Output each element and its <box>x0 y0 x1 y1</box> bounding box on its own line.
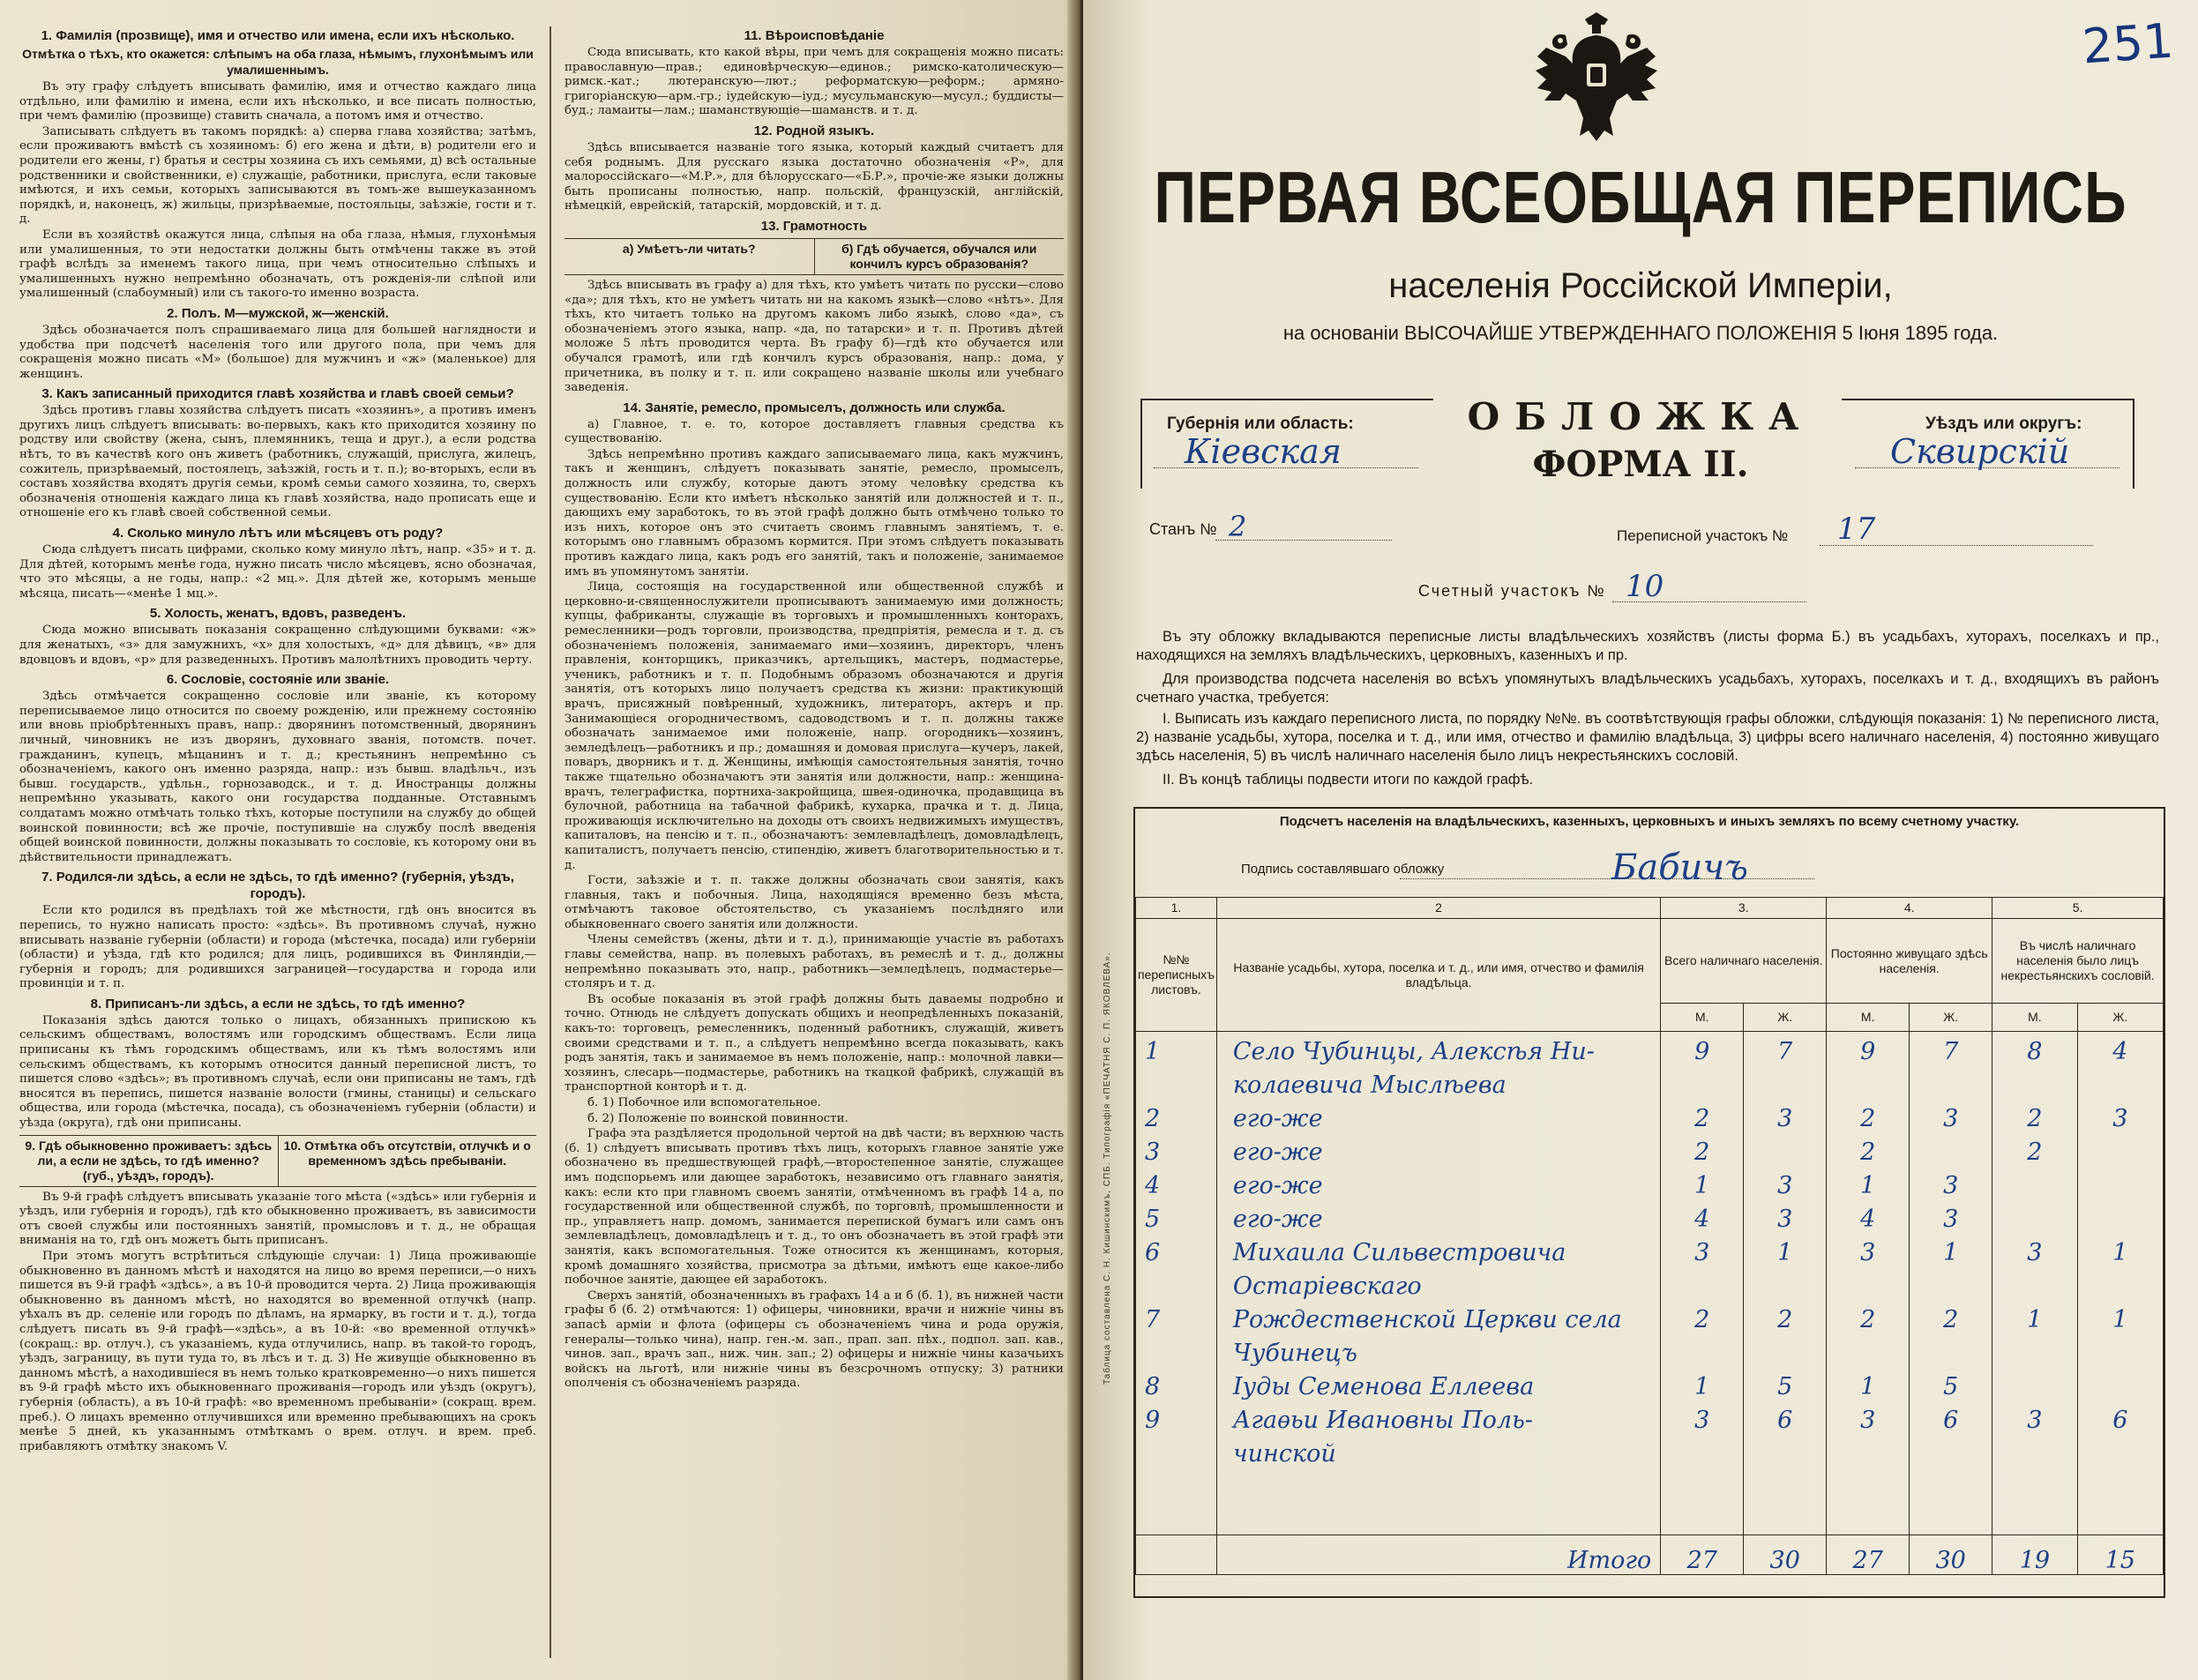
table-row <box>1136 1099 2164 1132</box>
count-cell: 6 <box>2077 1400 2163 1434</box>
instruction-paragraph: Въ 9-й графѣ слѣдуетъ вписывать указаніе того мѣста («здѣсь» или губернія и уѣздъ, или губернія и городъ), гдѣ кто обыкновенно проживаетъ, въ зависимости отъ своей службы или постоянныхъ занятій, промысловъ и т. д., не обращая вниманія на то, гдѣ онъ можетъ быть приписанъ. <box>19 1190 536 1248</box>
count-cell: 9 <box>1827 1032 1910 1066</box>
count-cell: 2 <box>1661 1132 1744 1166</box>
count-cell: 1 <box>1910 1233 1992 1266</box>
count-cell: 2 <box>1744 1300 1827 1333</box>
sheet-number-cell <box>1136 1065 1217 1099</box>
count-cell: 3 <box>1910 1099 1992 1132</box>
empty-cell <box>1744 1467 1827 1501</box>
estate-name-cell: Іуды Семенова Еллеева <box>1216 1367 1660 1400</box>
folio-number: 251 <box>2080 12 2176 75</box>
count-cell: 3 <box>1661 1233 1744 1266</box>
count-cell <box>1992 1065 2077 1099</box>
col-number-3: 3. <box>1661 898 1827 919</box>
sheet-number-cell <box>1136 1434 1217 1467</box>
header-permanent: Постоянно живущаго здѣсь населенія. <box>1827 919 1992 1004</box>
count-cell: 2 <box>1661 1099 1744 1132</box>
col-number-2: 2 <box>1216 898 1660 919</box>
signature-value: Бабичъ <box>1611 847 1748 888</box>
sheet-number-cell: 7 <box>1136 1300 1217 1333</box>
instruction-paragraph: Сюда можно вписывать показанія сокращенно слѣдующими буквами: «ж» для женатыхъ, «з» для замужнихъ, «х» для холостыхъ, «д» для дѣвицъ, «в» для вдовцовъ и вдовъ, «р» для разведенныхъ. Противъ малолѣтнихъ проводить черту. <box>19 623 536 667</box>
sheet-number-cell <box>1136 1266 1217 1300</box>
count-cell <box>1827 1065 1910 1099</box>
count-cell <box>1992 1434 2077 1467</box>
estate-name-cell: его-же <box>1216 1132 1660 1166</box>
instructions-column-right <box>564 25 1064 1665</box>
count-cell <box>1910 1266 1992 1300</box>
total-count-cell: 30 <box>1910 1535 1992 1575</box>
table-row <box>1136 1434 2164 1467</box>
instruction-subheading: Отмѣтка о тѣхъ, кто окажется: слѣпымъ на оба глаза, нѣмымъ, глухонѣмымъ или умалишеннымъ. <box>22 47 534 77</box>
count-cell: 3 <box>1992 1233 2077 1266</box>
empty-cell <box>1216 1501 1660 1535</box>
count-cell: 9 <box>1661 1032 1744 1066</box>
total-count-cell: 27 <box>1827 1535 1910 1575</box>
table-row <box>1136 1065 2164 1099</box>
totals-row <box>1136 1535 2164 1575</box>
header-total-present: Всего наличнаго населенія. <box>1661 919 1827 1004</box>
count-cell <box>2077 1367 2163 1400</box>
header-female: Ж. <box>1744 1004 1827 1032</box>
count-cell: 1 <box>1827 1367 1910 1400</box>
count-cell <box>1910 1132 1992 1166</box>
instruction-paragraph: б. 1) Побочное или вспомогательное. <box>587 1096 821 1109</box>
instruction-section <box>564 123 1064 214</box>
sheet-number-cell: 6 <box>1136 1233 1217 1266</box>
header-male: М. <box>1661 1004 1744 1032</box>
estate-name-cell: Чубинецъ <box>1216 1333 1660 1367</box>
empty-cell <box>1992 1467 2077 1501</box>
instruction-paragraph: Здѣсь отмѣчается сокращенно сословіе или званіе, къ которому переписываемое лицо относится по своему рожденію, или прежнему состоянію или вновь пріобрѣтенныхъ правъ, напр.: дворянинъ потомственный, дворянинъ личный, чиновникъ не изъ дворянъ, духовнаго званія, потомств. почет. гражданинъ, купецъ, мѣщанинъ и т. д.; крестьянинъ непремѣнно съ обозначеніемъ, какого онъ именно разряда, напр.: изъ бывш. владѣльч., изъ бывш. государств., удѣльн., горнозаводск., и т. д. Иностранцы должны непремѣнно указывать, какого они государства подданные. Отставнымъ солдатамъ можно отмѣчать только тѣхъ, которые поступили на службу до общей воинской повинности; всѣ же прочіе, поступившіе на службу послѣ введенія общей воинской повинности, должны показывать то сословіе, къ которому они въ дѣйствительности принадлежатъ. <box>19 690 536 864</box>
count-cell: 3 <box>1661 1400 1744 1434</box>
count-cell <box>1744 1434 1827 1467</box>
empty-cell <box>1992 1501 2077 1535</box>
sheet-number-cell: 5 <box>1136 1199 1217 1233</box>
cover-heading: ОБЛОЖКА <box>1467 395 1814 438</box>
sheet-number-cell: 1 <box>1136 1032 1217 1066</box>
instructions-column-left <box>19 25 536 1665</box>
instruction-paragraph: Члены семействъ (жены, дѣти и т. д.), принимающіе участіе въ работахъ главы семейства, напр. въ полевыхъ работахъ, въ ремеслѣ и т. д., должны непремѣнно показывать это, напр., работникъ—земледѣлецъ, подмастерье—столяръ и т. д. <box>564 933 1064 991</box>
legal-basis-line: на основаніи ВЫСОЧАЙШЕ УТВЕРЖДЕННАГО ПОЛОЖЕНІЯ 5 Іюня 1895 года. <box>1282 322 1999 344</box>
instruction-split-cell: а) Умѣетъ-ли читать? <box>622 241 756 256</box>
col-number-5: 5. <box>1992 898 2164 919</box>
count-cell <box>1744 1132 1827 1166</box>
count-cell <box>2077 1166 2163 1199</box>
count-cell: 3 <box>1992 1400 2077 1434</box>
sheet-number-cell: 8 <box>1136 1367 1217 1400</box>
count-cell <box>2077 1266 2163 1300</box>
header-female: Ж. <box>2077 1004 2163 1032</box>
total-count-cell: 27 <box>1661 1535 1744 1575</box>
count-cell <box>2077 1065 2163 1099</box>
count-cell: 4 <box>2077 1032 2163 1066</box>
instruction-split-cell: б) Гдѣ обучается, обучался или кончилъ курсъ образованія? <box>814 239 1065 274</box>
totals-blank-cell <box>1136 1535 1217 1575</box>
instruction-section <box>564 218 1064 396</box>
instruction-section <box>19 525 536 601</box>
intro-paragraph-2: Для производства подсчета населенія во всѣхъ упомянутыхъ владѣльческихъ усадьбахъ, хуторахъ, поселкахъ и т. д., входящихъ въ районъ счетнаго участка, требуется: <box>1136 671 2159 706</box>
col-number-1: 1. <box>1136 898 1217 919</box>
instruction-paragraph: При этомъ могутъ встрѣтиться слѣдующіе случаи: 1) Лица проживающіе обыкновенно въ данномъ мѣстѣ и находятся на лицо во время переписи,—о нихъ пишется въ 9-й графѣ «здѣсь», а въ 10-й проводится черта. 2) Лица проживающія обыкновенно въ данномъ мѣстѣ, но находятся во временной отлучкѣ (напр. уѣхалъ въ др. селеніе или городъ по дѣламъ, на ярмарку, въ гости и т. д.), тогда слѣдуетъ писать въ 9-й графѣ—«здѣсь», а въ 10-й: «во временной отлучкѣ» (сокращ.: вр. отлуч.), съ указаніемъ, куда отлучились, напр. въ такой-то городъ, уѣздъ, заграницу, въ пути туда то, въ лѣсъ и т. д. 3) Не живущіе обыкновенно въ данномъ мѣстѣ, а находившіеся въ немъ только кратковременно—о нихъ пишется въ 9-й графѣ мѣсто ихъ обыкновеннаго проживанія—городъ или уѣздъ (округъ), губернія (область), а въ 10-й графѣ: «во временномъ пребываніи» (сокращ. врем. преб.). О лицахъ временно отлучившихся или временно пребывающихъ на срокъ менѣе 5 дней, къ указаннымъ отмѣткамъ о врем. отлуч. и врем. преб. прибавляютъ отмѣтку знакомъ V. <box>19 1250 536 1453</box>
count-cell <box>1661 1065 1744 1099</box>
instruction-paragraph: Сюда слѣдуетъ писать цифрами, сколько кому минуло лѣтъ, напр. «35» и т. д. Для дѣтей, которымъ менѣе года, нужно писать число мѣсяцевъ, ясно обозначая, что это мѣсяцы, а не годы, напр.: «2 мц.». Для дѣтей же, которымъ меньше мѣсяца, писать—«менѣе 1 мц.». <box>19 543 536 601</box>
count-cell: 6 <box>1744 1400 1827 1434</box>
estate-name-cell: Михаила Сильвестровича <box>1216 1233 1660 1266</box>
instruction-heading: 3. Какъ записанный приходится главѣ хозяйства и главѣ своей семьи? <box>41 386 514 402</box>
count-cell: 2 <box>1992 1132 2077 1166</box>
population-count-table-box <box>1133 807 2165 1598</box>
instruction-split-cell: 10. Отмѣтка объ отсутствіи, отлучкѣ и о временномъ здѣсь пребываніи. <box>278 1136 537 1186</box>
census-cover-page <box>1083 0 2198 1680</box>
table-row <box>1136 1367 2164 1400</box>
stan-label: Станъ № <box>1149 520 1217 538</box>
count-cell: 1 <box>1744 1233 1827 1266</box>
total-count-cell: 19 <box>1992 1535 2077 1575</box>
table-row <box>1136 1233 2164 1266</box>
count-cell: 1 <box>1661 1166 1744 1199</box>
empty-cell <box>1910 1467 1992 1501</box>
instruction-paragraph: Здѣсь противъ главы хозяйства слѣдуетъ писать «хозяинъ», а противъ именъ другихъ лицъ слѣдуетъ вписывать: во-первыхъ, какъ кто приходится хозяину по родству или свойству (жена, сынъ, племянникъ, теща и друг.), а если родства нѣтъ, то въ качествѣ кого онъ живетъ (работникъ, служащій, прислуга, жилецъ, сожитель, призрѣваемый, постоялецъ, заѣзжій, гость и т. п.); во-вторыхъ, если въ составъ хозяйства входятъ другія семьи, кромѣ семьи самого хозяина, то, сверхъ обозначенія отношенія каждаго лица къ главѣ хозяйства, надо прописать еще и отношеніе его къ главѣ своей собственной семьи. <box>19 404 536 520</box>
count-cell: 2 <box>1910 1300 1992 1333</box>
count-cell: 1 <box>1992 1300 2077 1333</box>
count-cell <box>2077 1199 2163 1233</box>
count-cell <box>2077 1132 2163 1166</box>
empty-cell <box>1910 1501 1992 1535</box>
col-number-4: 4. <box>1827 898 1992 919</box>
header-sheet-numbers: №№ переписныхъ листовъ. <box>1136 919 1217 1032</box>
table-row <box>1136 1266 2164 1300</box>
estate-name-cell: его-же <box>1216 1166 1660 1199</box>
instruction-section <box>19 27 536 302</box>
instruction-paragraph: б. 2) Положеніе по воинской повинности. <box>587 1111 849 1125</box>
instruction-heading: 7. Родился-ли здѣсь, а если не здѣсь, то гдѣ именно? (губернія, уѣздъ, городъ). <box>41 870 514 902</box>
count-cell <box>1992 1166 2077 1199</box>
count-cell: 1 <box>1827 1166 1910 1199</box>
table-row <box>1136 1166 2164 1199</box>
instruction-paragraph: а) Главное, т. е. то, которое доставляетъ главныя средства къ существованію. <box>564 417 1064 446</box>
empty-table-row <box>1136 1501 2164 1535</box>
instruction-section <box>19 671 536 865</box>
schet-label: Счетный участокъ № <box>1418 582 1606 600</box>
count-cell: 4 <box>1661 1199 1744 1233</box>
sheet-number-cell: 9 <box>1136 1400 1217 1434</box>
uezd-value: Сквирскій <box>1890 432 2070 471</box>
estate-name-cell: его-же <box>1216 1099 1660 1132</box>
header-non-peasant: Въ числѣ наличнаго населенія было лицъ некрестьянскихъ сословій. <box>1992 919 2164 1004</box>
count-cell: 7 <box>1910 1032 1992 1066</box>
instruction-paragraph: Здѣсь обозначается полъ спрашиваемаго лица для большей наглядности и удобства при подсчетѣ населенія того или другого пола, при чемъ для сокращенія можно писать «М» (большое) для мужчинъ и «ж» (маленькое) для женщинъ. <box>19 323 536 381</box>
header-female: Ж. <box>1910 1004 1992 1032</box>
instruction-heading: 6. Сословіе, состояніе или званіе. <box>166 672 390 688</box>
printer-imprint: Таблица составлена С. Н. Кишинскимъ, СПБ. Типографія «ПЕЧАТНЯ С. П. ЯКОВЛЕВА». <box>1103 952 1112 1385</box>
gubernia-label: Губернія или область: <box>1167 414 1354 433</box>
count-cell: 3 <box>1910 1199 1992 1233</box>
empty-cell <box>1661 1467 1744 1501</box>
table-row <box>1136 1333 2164 1367</box>
count-cell <box>1661 1266 1744 1300</box>
estate-name-cell: Остаріевскаго <box>1216 1266 1660 1300</box>
count-cell: 8 <box>1992 1032 2077 1066</box>
total-count-cell: 15 <box>2077 1535 2163 1575</box>
instruction-heading: 2. Полъ. М—мужской, ж—женскій. <box>167 305 389 321</box>
instruction-section <box>19 869 536 992</box>
instructions-page <box>0 0 1078 1680</box>
count-cell: 3 <box>2077 1099 2163 1132</box>
instruction-heading: 1. Фамилія (прозвище), имя и отчество или имена, если ихъ нѣсколько. <box>41 28 515 43</box>
count-cell: 1 <box>2077 1233 2163 1266</box>
estate-name-cell: Рождественской Церкви села <box>1216 1300 1660 1333</box>
count-cell: 3 <box>1744 1199 1827 1233</box>
count-cell <box>1992 1367 2077 1400</box>
empty-table-row <box>1136 1467 2164 1501</box>
count-cell <box>1744 1266 1827 1300</box>
instruction-section <box>19 605 536 668</box>
empty-cell <box>1744 1501 1827 1535</box>
count-cell: 7 <box>1744 1032 1827 1066</box>
count-cell: 5 <box>1744 1367 1827 1400</box>
header-male: М. <box>1992 1004 2077 1032</box>
signature-line <box>1400 878 1814 879</box>
empty-cell <box>1827 1467 1910 1501</box>
table-row <box>1136 1032 2164 1066</box>
count-cell: 4 <box>1827 1199 1910 1233</box>
stan-value: 2 <box>1229 510 1247 543</box>
table-row <box>1136 1132 2164 1166</box>
perepis-value: 17 <box>1837 511 1876 547</box>
count-cell: 2 <box>1661 1300 1744 1333</box>
instruction-paragraph: Показанія здѣсь даются только о лицахъ, обязанныхъ припискою къ сельскимъ обществамъ, волостямъ или городскимъ обществамъ. Если лица приписаны къ тѣмъ городскимъ обществамъ, или къ тѣмъ волостямъ или сельскимъ обществамъ, къ которымъ относится данный переписной листъ, то пишется слово «здѣсь»; въ противномъ случаѣ, если они приписаны не тамъ, гдѣ вносятся въ перепись, пишется названіе волости (гмины, станицы) и сельскаго общества, или города (мѣстечка, посада), съ обозначеніемъ губерніи (области) и уѣзда (округа), гдѣ они приписаны. <box>19 1013 536 1131</box>
count-cell: 1 <box>2077 1300 2163 1333</box>
count-cell <box>2077 1434 2163 1467</box>
table-row <box>1136 1199 2164 1233</box>
instruction-section <box>564 399 1064 1392</box>
intro-paragraph-1: Въ эту обложку вкладываются переписные листы владѣльческихъ хозяйствъ (листы форма Б.) въ усадьбахъ, хуторахъ, поселкахъ и пр., находящихся на земляхъ владѣльческихъ, церковныхъ, казенныхъ и пр. <box>1136 629 2159 663</box>
estate-name-cell: колаевича Мыслѣева <box>1216 1065 1660 1099</box>
empty-cell <box>1136 1467 1217 1501</box>
count-cell: 3 <box>1827 1400 1910 1434</box>
intro-paragraph-3: I. Выписать изъ каждаго переписного листа, по порядку №№. въ соотвѣтствующія графы обложки, слѣдующія показанія: 1) № переписного листа, 2) названіе усадьбы, хутора, поселка и т. д., или имя, отчество и фамилію владѣльца, 3) цифры всего наличнаго населенія, 4) постоянно живущаго здѣсь населенія, 5) въ числѣ наличнаго населенія было лицъ некрестьянскихъ сословій. <box>1136 711 2159 764</box>
count-cell <box>1992 1199 2077 1233</box>
estate-name-cell: его-же <box>1216 1199 1660 1233</box>
totals-label: Итого <box>1216 1535 1660 1575</box>
sheet-number-cell <box>1136 1333 1217 1367</box>
count-cell <box>1910 1065 1992 1099</box>
instruction-paragraph: Въ эту графу слѣдуетъ вписывать фамилію, имя и отчество каждаго лица отдѣльно, или фамилію и имена, если ихъ нѣсколько, и все писать полностью, при чемъ фамилію (прозвище) ставить сначала, а потомъ имя и отчество. <box>19 80 536 123</box>
instruction-paragraph: Если въ хозяйствѣ окажутся лица, слѣпыя на оба глаза, нѣмыя, глухонѣмыя или умалишенныя, то эти недостатки должны быть отмѣчены также въ этой графѣ вслѣдъ за именемъ такого лица, при чемъ относительно слѣпыхъ и умалишенныхъ нужно непремѣнно обозначать, отъ рожденія-ли слѣпой или умалишенный (слабоумный) или съ такого-то именно возраста. <box>19 228 536 301</box>
instruction-paragraph: Записывать слѣдуетъ въ такомъ порядкѣ: а) сперва глава хозяйства; затѣмъ, если проживаютъ вмѣстѣ съ хозяиномъ: б) его жена и дѣти, в) родители его и родители его жены, г) братья и сестры хозяина съ ихъ семьями, д) всѣ остальные родственники и свойственники, е) служащіе, работники, прислуга, если таковые имѣются, и ихъ семьи, которыхъ записываются въ томъ-же вышеуказанномъ порядкѣ, и, наконецъ, ж) жильцы, призрѣваемые, постояльцы, заѣзжіе, гости и т. д. <box>19 124 536 227</box>
instruction-split-heading <box>19 1135 536 1187</box>
empty-cell <box>2077 1467 2163 1501</box>
census-subtitle: населенія Россійской Имперіи, <box>1388 266 1893 305</box>
count-cell: 2 <box>1827 1300 1910 1333</box>
uezd-label: Уѣздъ или округъ: <box>1925 414 2082 433</box>
census-title: ПЕРВАЯ ВСЕОБЩАЯ ПЕРЕПИСЬ <box>1154 155 2127 238</box>
header-estate-name: Названіе усадьбы, хутора, поселка и т. д., или имя, отчество и фамилія владѣльца. <box>1216 919 1660 1032</box>
empty-cell <box>1661 1501 1744 1535</box>
count-cell <box>1661 1434 1744 1467</box>
estate-name-cell: чинской <box>1216 1434 1660 1467</box>
header-male: М. <box>1827 1004 1910 1032</box>
count-cell <box>1992 1266 2077 1300</box>
perepis-label: Переписной участокъ № <box>1617 527 1789 544</box>
count-cell: 3 <box>1827 1233 1910 1266</box>
count-cell: 6 <box>1910 1400 1992 1434</box>
sheet-number-cell: 2 <box>1136 1099 1217 1132</box>
count-cell <box>1910 1434 1992 1467</box>
instruction-split-cell: 9. Гдѣ обыкновенно проживаетъ: здѣсь ли, а если не здѣсь, то гдѣ именно? (губ., уѣздъ, городъ). <box>25 1138 273 1183</box>
empty-cell <box>1216 1467 1660 1501</box>
instruction-paragraph: Сюда вписывать, кто какой вѣры, при чемъ для сокращенія можно писать: православную—прав.; единовѣрческую—единов.; римско-католическую—римск.-кат.; лютеранскую—лют.; реформатскую—реформ.; армяно-григоріанскую—арм.-гр.; іудейскую—іуд.; мусульманскую—мусул.; буддисты—буд.; ламаиты—лам.; шаманствующіе—шаманств. и т. д. <box>564 46 1064 118</box>
count-cell: 3 <box>1910 1166 1992 1199</box>
estate-name-cell: Село Чубинцы, Алексѣя Ни- <box>1216 1032 1660 1066</box>
instruction-heading: 12. Родной языкъ. <box>753 123 875 138</box>
empty-cell <box>1136 1501 1217 1535</box>
instruction-heading: 13. Грамотность <box>760 218 868 234</box>
instruction-section <box>19 1135 536 1455</box>
instruction-paragraph: Лица, состоящія на государственной или общественной службѣ и церковно-и-священнослужители прописываютъ занимаемую ими должность; купцы, фабриканты, служащіе въ торговыхъ и промышленныхъ конторахъ, ремесленники—родъ торговли, производства, предпріятія, ремесла и т. д. съ обозначеніемъ положенія, занимаемаго ими—хозяинъ, директоръ, членъ правленія, конторщикъ, приказчикъ, артельщикъ, мастеръ, подмастерье, ученикъ, работникъ и т. п. Подобнымъ образомъ обозначаются и другія занятія, отъ которыхъ лицо получаетъ средства къ жизни: практикующій врачъ, присяжный повѣренный, художникъ, литераторъ, актеръ и пр. Занимающіеся огородничествомъ, садоводствомъ и т. п. должны также обозначать занимаемое ими положеніе, напр. огородникъ—хозяинъ, земледѣлецъ—работникъ и пр.; домашняя и домовая прислуга—кучеръ, лакей, поваръ, дворникъ и т. д. Женщины, имѣющія самостоятельныя занятія, точно также тщательно обозначаютъ эти занятія или должности, напр.: женщина-врачъ, телеграфистка, портниха-закройщица, швея-одиночка, продавщица въ булочной, работница на табачной фабрикѣ, кухарка, прачка и т. д. Лица, проживающія исключительно на доходы отъ своихъ недвижимыхъ имуществъ, капиталовъ, на пенсію и т. п., обозначаютъ: землевладѣлецъ, домовладѣлецъ, капиталистъ, получаетъ пенсію, стипендію, живетъ благотворительностью и т. д. <box>564 580 1064 872</box>
double-headed-eagle-emblem <box>1530 12 1663 145</box>
estate-name-cell: Агаѳьи Ивановны Поль- <box>1216 1400 1660 1434</box>
signature-label: Подпись составлявшаго обложку <box>1241 862 1445 877</box>
instruction-paragraph: Здѣсь непремѣнно противъ каждаго записываемаго лица, какъ мужчинъ, такъ и женщинъ, слѣдуетъ показывать занятіе, ремесло, промыселъ, должность или службу, которые даютъ этому человѣку средства къ существованію. Если кто имѣетъ нѣсколько занятій или должностей и т. п., дающихъ ему заработокъ, то въ этой графѣ должно быть отмѣчено только то изъ нихъ, которое онъ это считаетъ своимъ главнымъ занятіемъ, т. е. которымъ оно главнымъ образомъ кормится. При этомъ слѣдуетъ показывать противъ каждаго лица, какъ родъ его занятій, такъ и положеніе, занимаемое имъ въ упомянутомъ занятіи. <box>564 447 1064 579</box>
instruction-section <box>19 305 536 382</box>
count-cell <box>1744 1333 1827 1367</box>
instruction-heading: 4. Сколько минуло лѣтъ или мѣсяцевъ отъ роду? <box>112 526 444 541</box>
intro-paragraph-4: II. Въ концѣ таблицы подвести итоги по каждой графѣ. <box>1163 772 1534 788</box>
instruction-section <box>19 385 536 521</box>
empty-cell <box>2077 1501 2163 1535</box>
table-row <box>1136 1400 2164 1434</box>
count-cell: 2 <box>1992 1099 2077 1132</box>
count-cell <box>1827 1434 1910 1467</box>
sheet-number-cell: 3 <box>1136 1132 1217 1166</box>
table-row <box>1136 1300 2164 1333</box>
instruction-paragraph: Гости, заѣзжіе и т. п. также должны обозначать свои занятія, какъ главныя, такъ и побочныя. Лица, находящіяся временно безъ мѣста, отмѣчаютъ таковое обстоятельство, съ указаніемъ послѣдняго или обыкновеннаго своего занятія или должности. <box>564 874 1064 931</box>
column-divider <box>550 26 551 1658</box>
instruction-paragraph: Здѣсь вписывается названіе того языка, который каждый считаетъ для себя роднымъ. Для русскаго языка достаточно обозначенія «Р», для малороссійскаго—«М.Р.», для бѣлорусскаго—«Б.Р.», прочіе-же языки должны быть прописаны полностью, напр. польскій, французскій, англійскій, нѣмецкій, еврейскій, татарскій, мордовскій, и т. д. <box>564 140 1064 213</box>
count-cell: 2 <box>1827 1132 1910 1166</box>
count-cell <box>1992 1333 2077 1367</box>
count-cell <box>1827 1333 1910 1367</box>
instruction-heading: 11. Вѣроисповѣданіе <box>744 28 885 43</box>
count-cell: 2 <box>1827 1099 1910 1132</box>
count-cell: 3 <box>1744 1099 1827 1132</box>
instruction-heading: 8. Приписанъ-ли здѣсь, а если не здѣсь, то гдѣ именно? <box>90 996 466 1012</box>
instruction-section <box>564 27 1064 119</box>
count-cell <box>1827 1266 1910 1300</box>
count-cell <box>2077 1333 2163 1367</box>
count-cell <box>1744 1065 1827 1099</box>
count-cell <box>1910 1333 1992 1367</box>
instruction-paragraph: Въ особые показанія въ этой графѣ должны быть даваемы подробно и точно. Отнюдь не слѣдуетъ допускать общихъ и неопредѣленныхъ показаній, какъ-то: торговецъ, ремесленникъ, поденный работникъ, служащій, живетъ своими средствами и т. п., а слѣдуетъ непремѣнно всегда показывать, какъ родъ занятія, такъ и занимаемое въ немъ положеніе, напр.: молочной лавки—хозяинъ, слесарь—подмастерье, работникъ на ткацкой фабрикѣ, служащій въ транспортной конторѣ и т. д. <box>564 992 1064 1094</box>
schet-value: 10 <box>1626 569 1664 604</box>
instruction-section <box>19 996 536 1131</box>
count-cell <box>1661 1333 1744 1367</box>
instruction-heading: 14. Занятіе, ремесло, промыселъ, должность или служба. <box>623 399 1006 415</box>
count-cell: 3 <box>1744 1166 1827 1199</box>
count-cell: 5 <box>1910 1367 1992 1400</box>
empty-cell <box>1827 1501 1910 1535</box>
census-table <box>1135 897 2164 1575</box>
instruction-paragraph: Если кто родился въ предѣлахъ той же мѣстности, гдѣ онъ вносится въ перепись, то нужно написать просто: «здѣсь». Въ противномъ случаѣ, нужно вписывать названіе губерніи (области) и города (мѣстечка, посада) или губерніи (области) и уѣзда, гдѣ кто родился; для лицъ, родившихся въ Финляндіи,—губернія и городъ; для родившихся заграницей—государства и города или провинціи и т. п. <box>19 904 536 991</box>
sheet-number-cell: 4 <box>1136 1166 1217 1199</box>
instruction-paragraph: Графа эта раздѣляется продольной чертой на двѣ части; въ верхнюю часть (б. 1) слѣдуетъ вписывать противъ тѣхъ лицъ, которыхъ главное занятіе уже обозначено въ предшествующей графѣ,—второстепенное занятіе, служащее имъ подспорьемъ или дающее заработокъ, независимо отъ главнаго занятія, какъ: если кто при главномъ своемъ занятіи, отмѣченномъ въ графѣ 14 а, по государственной или общественной службѣ, по торговлѣ, промышленности и пр., управляетъ напр. домомъ, занимается перепиской бумагъ или самъ онъ землевладѣлецъ, домовладѣлецъ и т. д., то онъ обозначаетъ въ этой графѣ эти занятія, какъ вспомогательныя. Тоже относится къ женщинамъ, которыя, кромѣ домашняго хозяйства, присмотра за дѣтьми, имѣютъ еще какое-либо побочное занятіе, дающее ей заработокъ. <box>564 1127 1064 1288</box>
table-caption: Подсчетъ населенія на владѣльческихъ, казенныхъ, церковныхъ и иныхъ земляхъ по всему счетному участку. <box>1279 814 2020 829</box>
instruction-paragraph: Сверхъ занятій, обозначенныхъ въ графахъ 14 а и б (б. 1), въ нижней части графы б (б. 2) отмѣчаются: 1) офицеры, чиновники, врачи и нижніе чины въ запасѣ армiи и флота (офицеры съ обозначеніемъ чина и рода оружія, генералы—только чина), напр. ген.-м. зап., прап. зап. пѣх., подпол. зап. кав., чинов. зап., врачъ зап., ниж. чин. зап.; 2) офицеры и нижніе чины казачьихъ войскъ на льготѣ, или нижніе чины въ безсрочномъ отпуску; 3) ратники ополченія съ обозначеніемъ разряда. <box>564 1288 1064 1391</box>
instruction-split-heading <box>564 238 1064 275</box>
total-count-cell: 30 <box>1744 1535 1827 1575</box>
gubernia-value: Кіевская <box>1185 432 1342 471</box>
instruction-paragraph: Здѣсь вписывать въ графу а) для тѣхъ, кто умѣетъ читать по русски—слово «да»; для тѣхъ, кто не умѣетъ читать ни на какомъ языкѣ—слово «нѣтъ». Для тѣхъ, кто читаетъ только на другомъ какомъ либо языкѣ, слово «да», съ обозначеніемъ этого языка, напр. «да, по татарски» и т. п. Противъ дѣтей моложе 5 лѣтъ проводится черта. Въ графу б)—гдѣ кто обучается или обучался грамотѣ, или гдѣ кончилъ курсъ образованія, напр.: дома, у причетника, въ полку и т. п. или сокращено названіе школы или учебнаго заведенія. <box>564 278 1064 395</box>
form-label: ФОРМА II. <box>1532 444 1749 485</box>
instruction-heading: 5. Холость, женатъ, вдовъ, разведенъ. <box>149 606 407 622</box>
count-cell: 1 <box>1661 1367 1744 1400</box>
